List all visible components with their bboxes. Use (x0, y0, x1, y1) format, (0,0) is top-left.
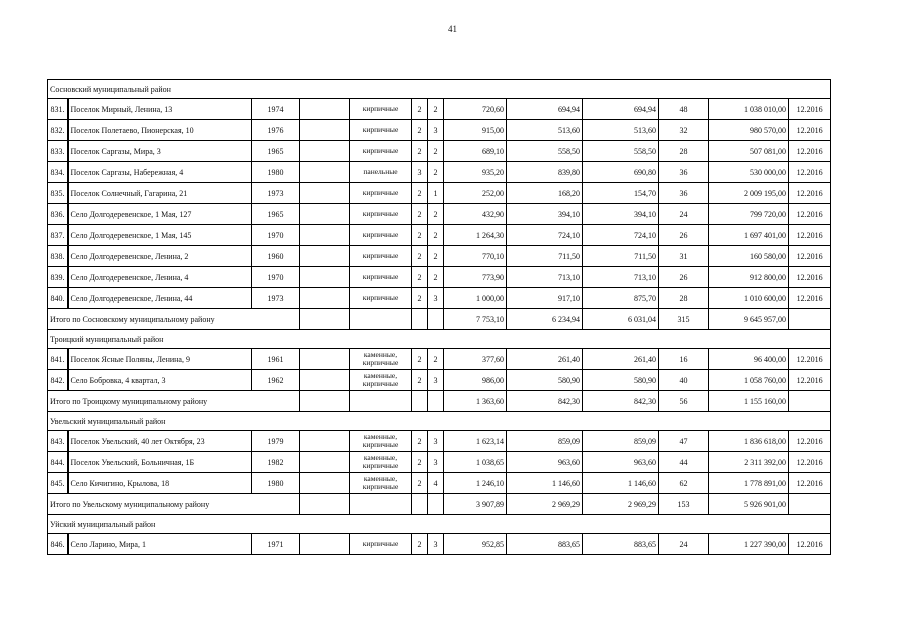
people-cell: 31 (659, 246, 709, 267)
total-area-sum: 7 753,10 (444, 309, 507, 330)
district-header-row (48, 412, 831, 431)
blank-cell (412, 309, 428, 330)
people-cell: 44 (659, 452, 709, 473)
living-area-cell: 839,80 (507, 162, 583, 183)
blank-cell (412, 494, 428, 515)
date-cell: 12.2016 (789, 162, 831, 183)
blank-cell (300, 246, 350, 267)
cost-cell: 1 697 401,00 (709, 225, 789, 246)
year-cell: 1962 (252, 370, 300, 391)
date-cell: 12.2016 (789, 370, 831, 391)
row-number: 839. (48, 267, 68, 288)
table-row (48, 225, 831, 246)
table-row (48, 162, 831, 183)
resettle-area-cell: 724,10 (583, 225, 659, 246)
material-line: кирпичные (362, 251, 399, 260)
people-cell: 24 (659, 204, 709, 225)
year-cell: 1979 (252, 431, 300, 452)
blank-cell (412, 391, 428, 412)
people-cell: 28 (659, 288, 709, 309)
cost-cell: 912 800,00 (709, 267, 789, 288)
table-row (48, 452, 831, 473)
cost-cell: 1 058 760,00 (709, 370, 789, 391)
material-line: кирпичные (362, 104, 399, 113)
register-body (48, 80, 831, 555)
blank-cell (300, 204, 350, 225)
blank-cell (350, 391, 412, 412)
material-cell (350, 267, 412, 288)
people-cell: 32 (659, 120, 709, 141)
row-number: 835. (48, 183, 68, 204)
resettle-area-sum: 842,30 (583, 391, 659, 412)
resettle-area-cell: 875,70 (583, 288, 659, 309)
material-cell (350, 141, 412, 162)
total-area-cell: 986,00 (444, 370, 507, 391)
blank-cell (300, 370, 350, 391)
material-line: кирпичные (362, 125, 399, 134)
district-total-row (48, 309, 831, 330)
table-row (48, 370, 831, 391)
total-area-cell: 252,00 (444, 183, 507, 204)
total-area-cell: 1 623,14 (444, 431, 507, 452)
date-cell: 12.2016 (789, 246, 831, 267)
material-cell (350, 534, 412, 555)
resettle-area-cell: 154,70 (583, 183, 659, 204)
material-line: каменные, (363, 453, 398, 462)
people-cell: 26 (659, 225, 709, 246)
row-number: 834. (48, 162, 68, 183)
resettle-area-cell: 261,40 (583, 349, 659, 370)
floors-cell: 2 (412, 267, 428, 288)
floors-cell: 2 (412, 452, 428, 473)
address-cell: Село Долгодеревенское, 1 Мая, 145 (68, 225, 252, 246)
row-number: 838. (48, 246, 68, 267)
cost-cell: 2 311 392,00 (709, 452, 789, 473)
district-header-row (48, 330, 831, 349)
year-cell: 1973 (252, 288, 300, 309)
page-number: 41 (448, 24, 457, 34)
blank-cell (300, 288, 350, 309)
date-cell: 12.2016 (789, 183, 831, 204)
row-number: 845. (48, 473, 68, 494)
district-name: Троицкий муниципальный район (48, 330, 831, 349)
material-cell (350, 473, 412, 494)
material-cell (350, 349, 412, 370)
district-name: Уйский муниципальный район (48, 515, 831, 534)
living-area-sum: 6 234,94 (507, 309, 583, 330)
total-area-cell: 432,90 (444, 204, 507, 225)
material-line: кирпичные (362, 209, 399, 218)
floors-cell: 2 (412, 349, 428, 370)
row-number: 836. (48, 204, 68, 225)
total-area-cell: 1 000,00 (444, 288, 507, 309)
blank-cell (789, 494, 831, 515)
row-number: 843. (48, 431, 68, 452)
row-number: 840. (48, 288, 68, 309)
people-cell: 40 (659, 370, 709, 391)
table-row (48, 288, 831, 309)
material-line: кирпичные (362, 188, 399, 197)
blank-cell (300, 473, 350, 494)
total-area-cell: 770,10 (444, 246, 507, 267)
blank-cell (428, 309, 444, 330)
material-line: кирпичные (362, 293, 399, 302)
year-cell: 1980 (252, 473, 300, 494)
resettle-area-cell: 883,65 (583, 534, 659, 555)
address-cell: Село Долгодеревенское, Ленина, 4 (68, 267, 252, 288)
living-area-cell: 713,10 (507, 267, 583, 288)
date-cell: 12.2016 (789, 99, 831, 120)
material-cell (350, 162, 412, 183)
entrances-cell: 2 (428, 225, 444, 246)
total-area-sum: 3 907,89 (444, 494, 507, 515)
floors-cell: 2 (412, 288, 428, 309)
entrances-cell: 2 (428, 99, 444, 120)
floors-cell: 2 (412, 473, 428, 494)
people-cell: 26 (659, 267, 709, 288)
table-row (48, 99, 831, 120)
date-cell: 12.2016 (789, 225, 831, 246)
total-area-cell: 1 038,65 (444, 452, 507, 473)
material-line: кирпичные (362, 272, 399, 281)
year-cell: 1974 (252, 99, 300, 120)
living-area-sum: 842,30 (507, 391, 583, 412)
table-row (48, 183, 831, 204)
total-area-sum: 1 363,60 (444, 391, 507, 412)
year-cell: 1965 (252, 204, 300, 225)
people-cell: 28 (659, 141, 709, 162)
living-area-cell: 883,65 (507, 534, 583, 555)
total-label: Итого по Троицкому муниципальному району (48, 391, 300, 412)
living-area-cell: 168,20 (507, 183, 583, 204)
material-line: панельные (363, 167, 398, 176)
district-header-row (48, 515, 831, 534)
table-row (48, 246, 831, 267)
resettle-area-cell: 394,10 (583, 204, 659, 225)
date-cell: 12.2016 (789, 204, 831, 225)
row-number: 842. (48, 370, 68, 391)
entrances-cell: 3 (428, 452, 444, 473)
floors-cell: 2 (412, 99, 428, 120)
blank-cell (300, 452, 350, 473)
entrances-cell: 3 (428, 431, 444, 452)
year-cell: 1961 (252, 349, 300, 370)
total-area-cell: 720,60 (444, 99, 507, 120)
row-number: 844. (48, 452, 68, 473)
entrances-cell: 2 (428, 246, 444, 267)
people-cell: 48 (659, 99, 709, 120)
address-cell: Село Долгодеревенское, 1 Мая, 127 (68, 204, 252, 225)
material-cell (350, 370, 412, 391)
entrances-cell: 2 (428, 141, 444, 162)
resettle-area-sum: 6 031,04 (583, 309, 659, 330)
blank-cell (300, 162, 350, 183)
year-cell: 1971 (252, 534, 300, 555)
row-number: 831. (48, 99, 68, 120)
living-area-cell: 261,40 (507, 349, 583, 370)
date-cell: 12.2016 (789, 288, 831, 309)
total-area-cell: 377,60 (444, 349, 507, 370)
blank-cell (300, 391, 350, 412)
living-area-sum: 2 969,29 (507, 494, 583, 515)
entrances-cell: 1 (428, 183, 444, 204)
address-cell: Село Кичигино, Крылова, 18 (68, 473, 252, 494)
table-row (48, 141, 831, 162)
blank-cell (300, 141, 350, 162)
floors-cell: 2 (412, 246, 428, 267)
blank-cell (300, 225, 350, 246)
people-cell: 16 (659, 349, 709, 370)
resettle-area-cell: 690,80 (583, 162, 659, 183)
people-cell: 62 (659, 473, 709, 494)
total-area-cell: 773,90 (444, 267, 507, 288)
cost-cell: 799 720,00 (709, 204, 789, 225)
table-row (48, 120, 831, 141)
address-cell: Село Долгодеревенское, Ленина, 2 (68, 246, 252, 267)
year-cell: 1982 (252, 452, 300, 473)
entrances-cell: 3 (428, 534, 444, 555)
floors-cell: 2 (412, 370, 428, 391)
resettle-area-cell: 859,09 (583, 431, 659, 452)
date-cell: 12.2016 (789, 267, 831, 288)
year-cell: 1970 (252, 267, 300, 288)
cost-sum: 1 155 160,00 (709, 391, 789, 412)
blank-cell (428, 494, 444, 515)
total-area-cell: 952,85 (444, 534, 507, 555)
district-name: Увельский муниципальный район (48, 412, 831, 431)
address-cell: Село Долгодеревенское, Ленина, 44 (68, 288, 252, 309)
table-row (48, 431, 831, 452)
resettle-area-cell: 580,90 (583, 370, 659, 391)
people-sum: 56 (659, 391, 709, 412)
date-cell: 12.2016 (789, 534, 831, 555)
living-area-cell: 963,60 (507, 452, 583, 473)
living-area-cell: 859,09 (507, 431, 583, 452)
address-cell: Поселок Саргазы, Набережная, 4 (68, 162, 252, 183)
material-line: кирпичные (362, 539, 399, 548)
date-cell: 12.2016 (789, 431, 831, 452)
living-area-cell: 580,90 (507, 370, 583, 391)
blank-cell (350, 494, 412, 515)
cost-cell: 980 570,00 (709, 120, 789, 141)
blank-cell (300, 349, 350, 370)
address-cell: Село Ларино, Мира, 1 (68, 534, 252, 555)
floors-cell: 3 (412, 162, 428, 183)
living-area-cell: 1 146,60 (507, 473, 583, 494)
entrances-cell: 2 (428, 204, 444, 225)
blank-cell (300, 309, 350, 330)
table-row (48, 534, 831, 555)
people-cell: 36 (659, 162, 709, 183)
cost-cell: 1 010 600,00 (709, 288, 789, 309)
address-cell: Поселок Ясные Поляны, Ленина, 9 (68, 349, 252, 370)
address-cell: Поселок Увельский, 40 лет Октября, 23 (68, 431, 252, 452)
row-number: 837. (48, 225, 68, 246)
cost-cell: 96 400,00 (709, 349, 789, 370)
material-line: каменные, (363, 371, 398, 380)
district-total-row (48, 494, 831, 515)
living-area-cell: 513,60 (507, 120, 583, 141)
people-sum: 315 (659, 309, 709, 330)
cost-cell: 1 778 891,00 (709, 473, 789, 494)
blank-cell (300, 534, 350, 555)
material-cell (350, 183, 412, 204)
material-cell (350, 99, 412, 120)
blank-cell (300, 99, 350, 120)
address-cell: Поселок Полетаево, Пионерская, 10 (68, 120, 252, 141)
material-line: кирпичные (362, 358, 399, 367)
cost-cell: 160 580,00 (709, 246, 789, 267)
material-line: кирпичные (362, 146, 399, 155)
material-line: кирпичные (362, 461, 399, 470)
total-area-cell: 1 246,10 (444, 473, 507, 494)
living-area-cell: 694,94 (507, 99, 583, 120)
living-area-cell: 724,10 (507, 225, 583, 246)
material-line: кирпичные (362, 379, 399, 388)
cost-sum: 5 926 901,00 (709, 494, 789, 515)
blank-cell (350, 309, 412, 330)
total-area-cell: 1 264,30 (444, 225, 507, 246)
floors-cell: 2 (412, 141, 428, 162)
cost-cell: 507 081,00 (709, 141, 789, 162)
entrances-cell: 3 (428, 370, 444, 391)
year-cell: 1973 (252, 183, 300, 204)
total-area-cell: 935,20 (444, 162, 507, 183)
date-cell: 12.2016 (789, 473, 831, 494)
address-cell: Поселок Солнечный, Гагарина, 21 (68, 183, 252, 204)
resettle-area-cell: 694,94 (583, 99, 659, 120)
cost-cell: 530 000,00 (709, 162, 789, 183)
table-row (48, 267, 831, 288)
entrances-cell: 2 (428, 267, 444, 288)
living-area-cell: 917,10 (507, 288, 583, 309)
address-cell: Поселок Увельский, Больничная, 1Б (68, 452, 252, 473)
address-cell: Село Бобровка, 4 квартал, 3 (68, 370, 252, 391)
entrances-cell: 3 (428, 120, 444, 141)
cost-sum: 9 645 957,00 (709, 309, 789, 330)
floors-cell: 2 (412, 204, 428, 225)
people-cell: 47 (659, 431, 709, 452)
year-cell: 1970 (252, 225, 300, 246)
resettle-area-cell: 711,50 (583, 246, 659, 267)
blank-cell (300, 183, 350, 204)
floors-cell: 2 (412, 183, 428, 204)
material-line: каменные, (363, 474, 398, 483)
people-cell: 36 (659, 183, 709, 204)
blank-cell (300, 267, 350, 288)
material-cell (350, 288, 412, 309)
material-cell (350, 225, 412, 246)
total-label: Итого по Сосновскому муниципальному району (48, 309, 300, 330)
floors-cell: 2 (412, 120, 428, 141)
row-number: 832. (48, 120, 68, 141)
entrances-cell: 2 (428, 162, 444, 183)
table-row (48, 349, 831, 370)
total-area-cell: 915,00 (444, 120, 507, 141)
entrances-cell: 2 (428, 349, 444, 370)
material-cell (350, 246, 412, 267)
resettle-area-cell: 513,60 (583, 120, 659, 141)
year-cell: 1980 (252, 162, 300, 183)
material-cell (350, 452, 412, 473)
blank-cell (300, 431, 350, 452)
table-row (48, 473, 831, 494)
living-area-cell: 711,50 (507, 246, 583, 267)
material-line: кирпичные (362, 482, 399, 491)
year-cell: 1976 (252, 120, 300, 141)
date-cell: 12.2016 (789, 141, 831, 162)
cost-cell: 1 227 390,00 (709, 534, 789, 555)
row-number: 846. (48, 534, 68, 555)
floors-cell: 2 (412, 225, 428, 246)
material-line: каменные, (363, 350, 398, 359)
row-number: 833. (48, 141, 68, 162)
blank-cell (789, 309, 831, 330)
blank-cell (300, 494, 350, 515)
entrances-cell: 4 (428, 473, 444, 494)
cost-cell: 1 836 618,00 (709, 431, 789, 452)
address-cell: Поселок Мирный, Ленина, 13 (68, 99, 252, 120)
district-total-row (48, 391, 831, 412)
year-cell: 1960 (252, 246, 300, 267)
blank-cell (428, 391, 444, 412)
resettle-area-cell: 558,50 (583, 141, 659, 162)
resettle-area-cell: 713,10 (583, 267, 659, 288)
housing-register-table (47, 79, 831, 555)
entrances-cell: 3 (428, 288, 444, 309)
year-cell: 1965 (252, 141, 300, 162)
date-cell: 12.2016 (789, 349, 831, 370)
total-label: Итого по Увельскому муниципальному району (48, 494, 300, 515)
material-line: кирпичные (362, 440, 399, 449)
row-number: 841. (48, 349, 68, 370)
material-cell (350, 431, 412, 452)
cost-cell: 2 009 195,00 (709, 183, 789, 204)
resettle-area-cell: 1 146,60 (583, 473, 659, 494)
people-cell: 24 (659, 534, 709, 555)
table-row (48, 204, 831, 225)
district-header-row (48, 80, 831, 99)
blank-cell (300, 120, 350, 141)
resettle-area-sum: 2 969,29 (583, 494, 659, 515)
total-area-cell: 689,10 (444, 141, 507, 162)
floors-cell: 2 (412, 431, 428, 452)
living-area-cell: 558,50 (507, 141, 583, 162)
people-sum: 153 (659, 494, 709, 515)
date-cell: 12.2016 (789, 120, 831, 141)
date-cell: 12.2016 (789, 452, 831, 473)
material-cell (350, 204, 412, 225)
blank-cell (789, 391, 831, 412)
floors-cell: 2 (412, 534, 428, 555)
material-line: каменные, (363, 432, 398, 441)
cost-cell: 1 038 010,00 (709, 99, 789, 120)
material-line: кирпичные (362, 230, 399, 239)
material-cell (350, 120, 412, 141)
living-area-cell: 394,10 (507, 204, 583, 225)
district-name: Сосновский муниципальный район (48, 80, 831, 99)
address-cell: Поселок Саргазы, Мира, 3 (68, 141, 252, 162)
resettle-area-cell: 963,60 (583, 452, 659, 473)
